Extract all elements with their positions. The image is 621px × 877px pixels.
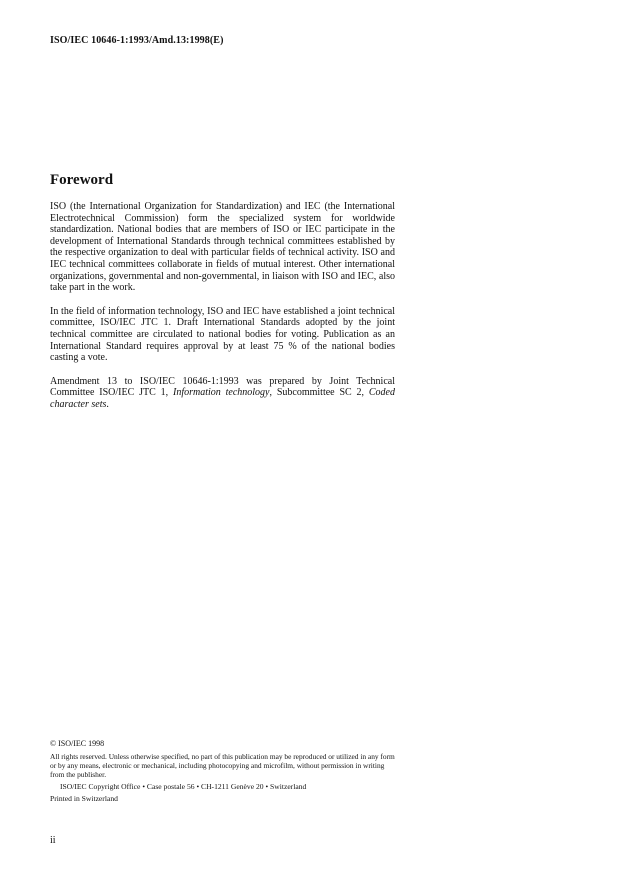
amendment-italic-1: Information technology (173, 387, 270, 399)
amendment-italic-2: Coded character sets (50, 387, 395, 410)
rights-notice: All rights reserved. Unless otherwise specified, no part of this publication may be reproduced or utilized in any form or by any means, electronic or mechanical, including photocopying and microfilm, without permission in writing from the publisher. (50, 752, 395, 779)
paragraph-jtc1: In the field of information technology, ISO and IEC have established a joint technical committee, ISO/IEC JTC 1. Draft International Standards adopted by the joint technical committee are circulated to national bodies for voting. Publication as an International Standard requires approval by at least 75 % of the national bodies casting a vote. (50, 305, 395, 364)
copyright-block (50, 739, 395, 803)
document-header: ISO/IEC 10646-1:1993/Amd.13:1998(E) (50, 35, 224, 46)
page-number: ii (50, 835, 56, 846)
amendment-text-3: . (106, 398, 109, 410)
foreword-body (50, 201, 395, 423)
paragraph-iso-iec: ISO (the International Organization for Standardization) and IEC (the International Electrotechnical Commission) form the specialized system for worldwide standardization. National bodies that are members of ISO or IEC participate in the development of International Standards through technical committees established by the respective organization to deal with particular fields of technical activity. ISO and IEC technical committees collaborate in fields of mutual interest. Other international organizations, governmental and non-governmental, in liaison with ISO and IEC, also take part in the work. (50, 201, 395, 294)
page-title: Foreword (50, 172, 114, 188)
copyright-office: ISO/IEC Copyright Office • Case postale 56 • CH-1211 Genève 20 • Switzerland (60, 782, 307, 791)
paragraph-amendment (50, 376, 395, 411)
copyright-line: © ISO/IEC 1998 (50, 739, 105, 748)
amendment-text-2: , Subcommittee SC 2, (269, 387, 369, 399)
amendment-text-1: Amendment 13 to ISO/IEC 10646-1:1993 was prepared by Joint Technical Committee ISO/IEC JTC 1, (50, 375, 395, 399)
printed-in: Printed in Switzerland (50, 794, 118, 803)
